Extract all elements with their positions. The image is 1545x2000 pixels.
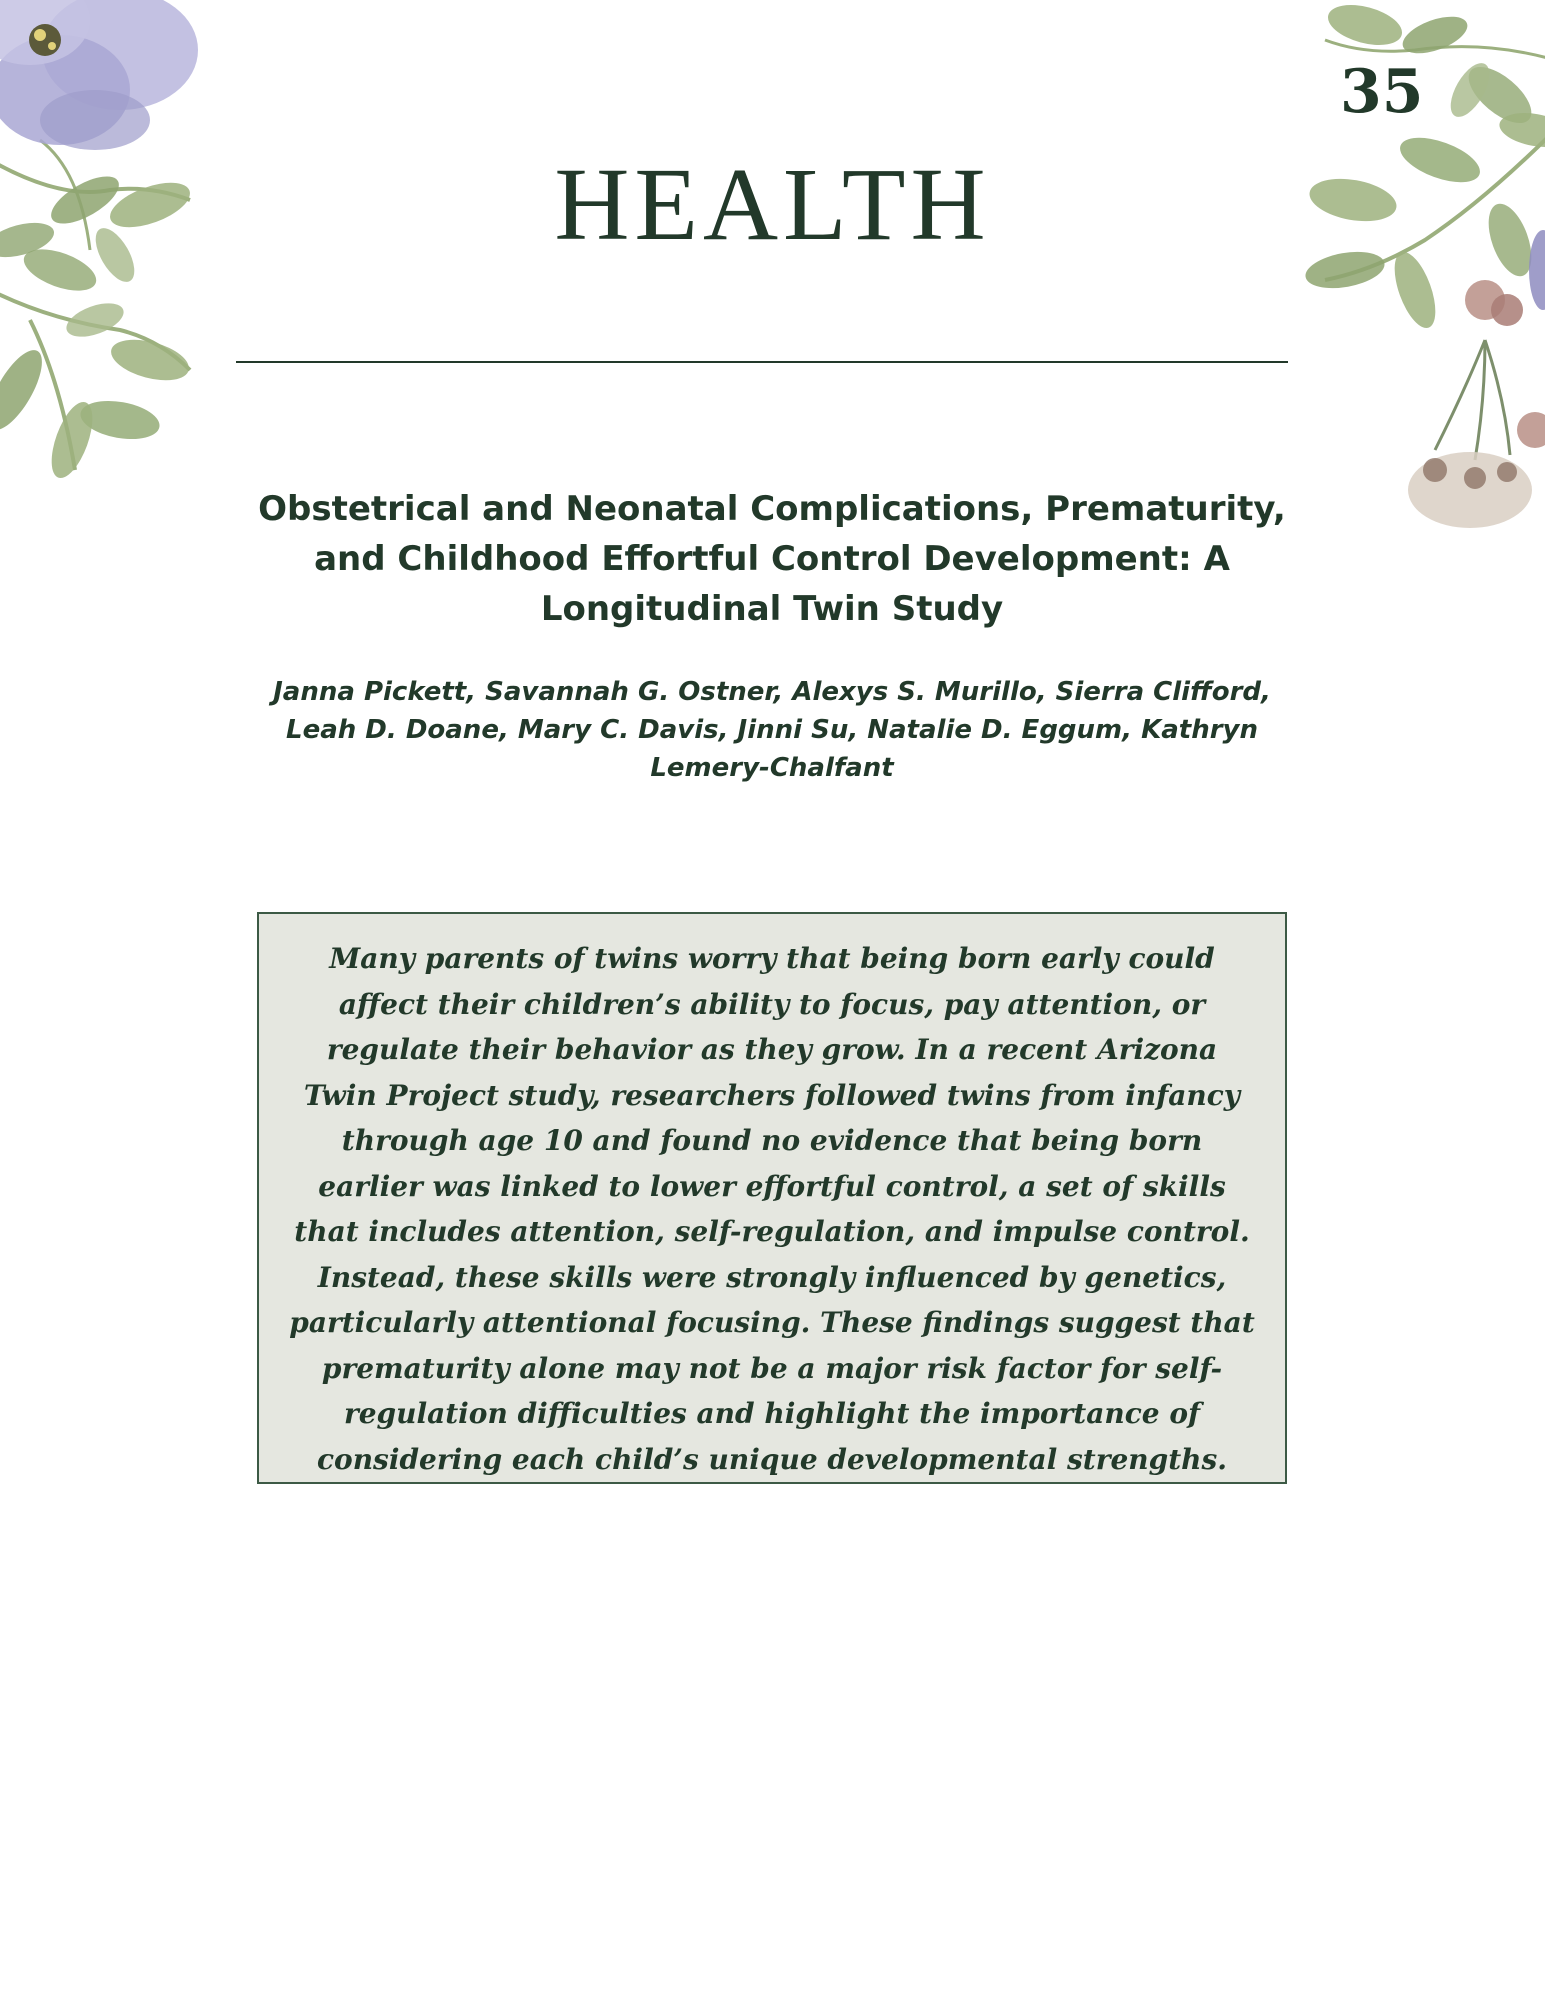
article-authors: Janna Pickett, Savannah G. Ostner, Alexys S. Murillo, Sierra Clifford, Leah D. Doane, Mary C. Davis, Jinni Su, Natalie D. Eggum, Kathryn Lemery-Chalfant — [273, 677, 1271, 783]
article-title: Obstetrical and Neonatal Complications, Prematurity, and Childhood Effortful Control Development: A Longitudinal Twin Study — [258, 489, 1286, 629]
summary-box — [257, 912, 1287, 1484]
section-divider — [236, 361, 1288, 363]
summary-text: Many parents of twins worry that being born early could affect their children’s ability to focus, pay attention, or regulate their behavior as they grow. In a recent Arizona Twin Project study, researchers followed twins from infancy through age 10 and found no evidence that being born earlier was linked to lower effortful control, a set of skills that includes attention, self-regulation, and impulse control. Instead, these skills were strongly influenced by genetics, particularly attentional focusing. These findings suggest that prematurity alone may not be a major risk factor for self-regulation difficulties and highlight the importance of considering each child’s unique developmental strengths. — [289, 942, 1255, 1476]
page-number: 35 — [1340, 57, 1424, 127]
section-title: HEALTH — [554, 147, 991, 262]
